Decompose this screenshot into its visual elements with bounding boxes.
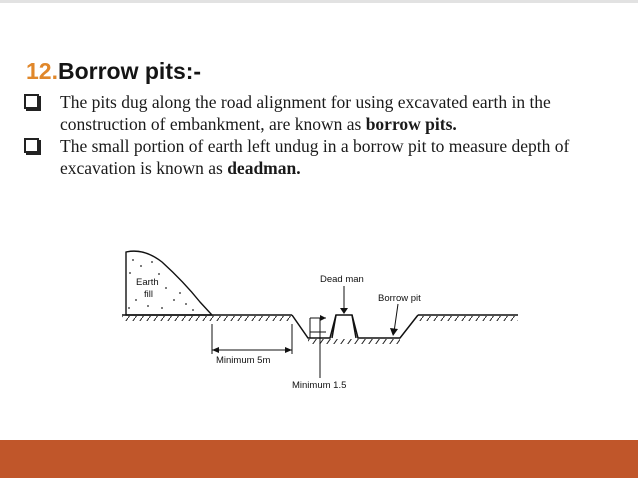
dim-5m-arrow-left — [212, 347, 219, 353]
dim-1-5-arrow — [320, 315, 326, 321]
title-number: 12. — [26, 58, 58, 84]
label-dead-man: Dead man — [320, 274, 364, 285]
borrow-pit-diagram — [100, 238, 540, 398]
slide-title — [26, 58, 201, 85]
bullet-bold-term: deadman. — [227, 158, 301, 178]
bullet-text: The small portion of earth left undug in a borrow pit to measure depth of excavation is known as — [60, 136, 570, 178]
bullet-text: The pits dug along the road alignment for using excavated earth in the construction of embankment, are known as — [60, 92, 551, 134]
top-border — [0, 0, 638, 3]
ground-hatch-left — [122, 316, 292, 321]
borrow-pit-leader — [394, 304, 398, 332]
footer-bar — [0, 440, 638, 478]
bullet-item-borrow-pits — [24, 91, 624, 135]
label-minimum-1-5: Minimum 1.5 — [292, 380, 347, 391]
checkbox-bullet-icon — [24, 94, 39, 109]
ground-hatch-right — [418, 316, 518, 321]
borrow-pit-arrowhead — [390, 328, 398, 336]
pit-bottom-hatch — [308, 339, 400, 344]
label-borrow-pit: Borrow pit — [378, 293, 421, 304]
dim-5m-arrow-right — [285, 347, 292, 353]
bullet-list — [24, 91, 624, 179]
checkbox-bullet-icon — [24, 138, 39, 153]
dead-man-arrowhead — [340, 308, 348, 314]
title-text: Borrow pits:- — [57, 58, 202, 84]
label-earth: Earth — [136, 277, 159, 288]
label-minimum-5m: Minimum 5m — [216, 355, 271, 366]
label-fill: fill — [144, 289, 153, 300]
bullet-item-deadman — [24, 135, 624, 179]
bullet-bold-term: borrow pits. — [365, 114, 457, 134]
borrow-pit-svg — [100, 238, 540, 398]
